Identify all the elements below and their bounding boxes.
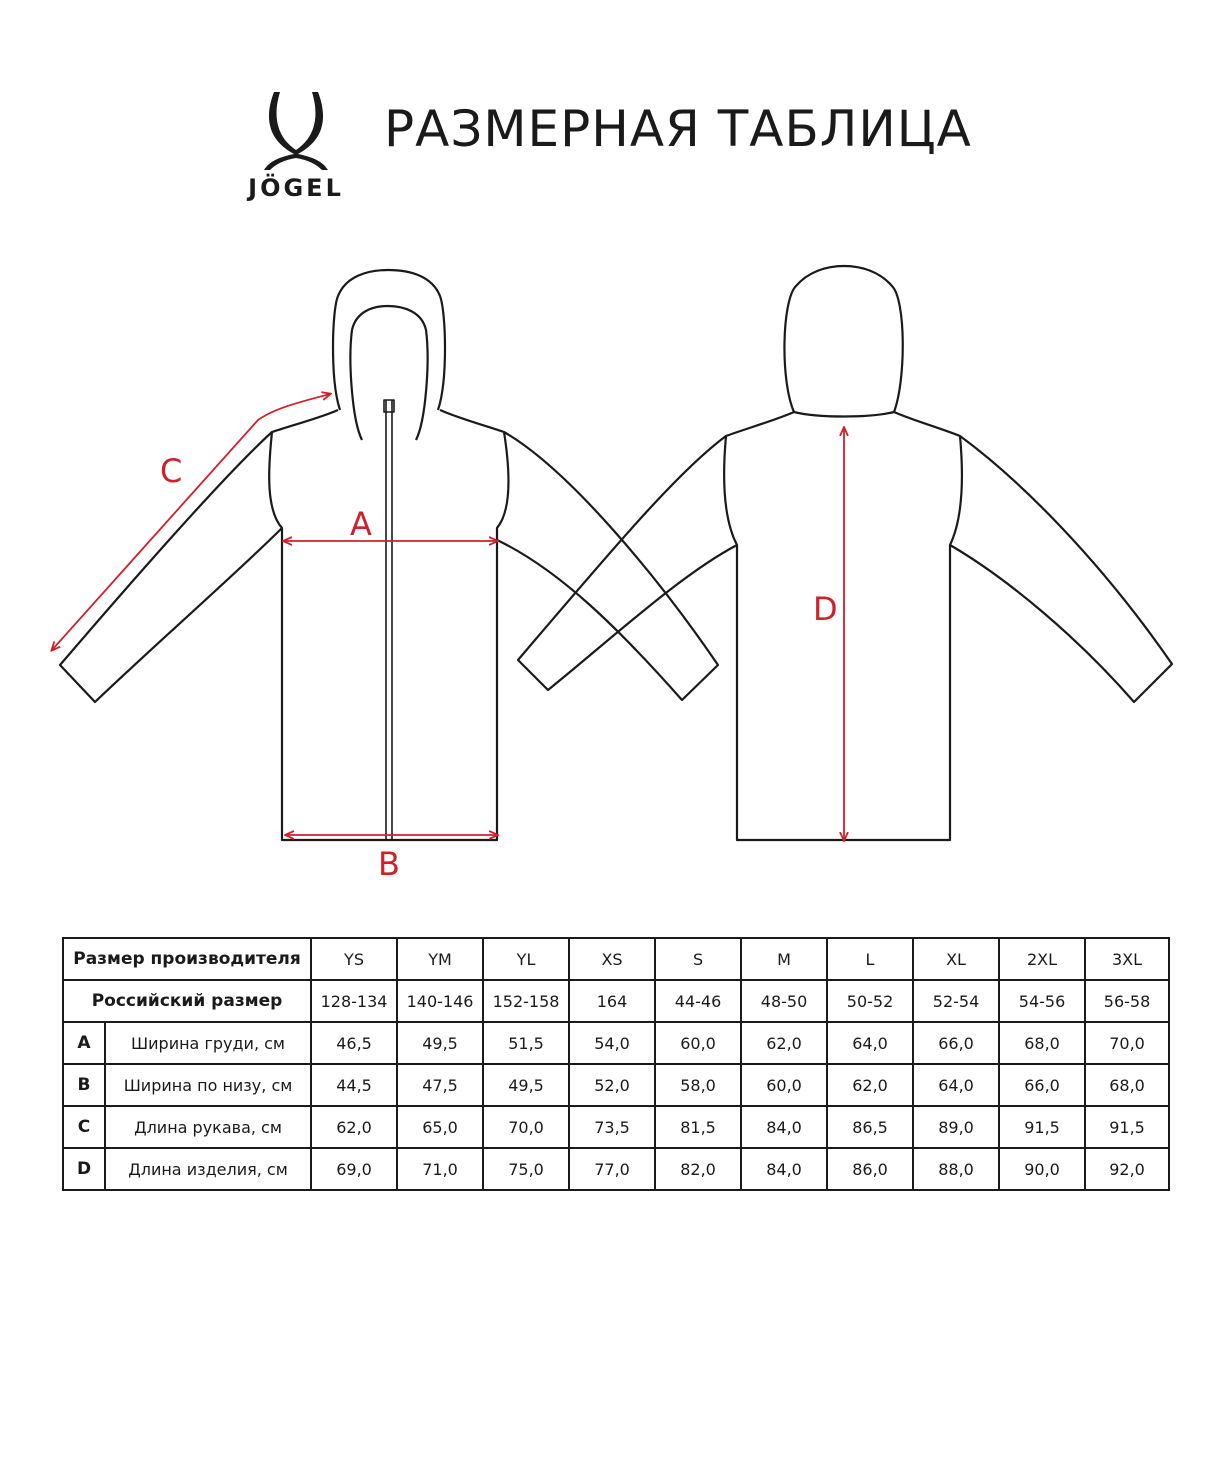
jacket-front [60,270,718,840]
russian-size-cell: 52-54 [913,980,999,1022]
row-letter: D [63,1148,105,1190]
value-cell: 71,0 [397,1148,483,1190]
value-cell: 86,5 [827,1106,913,1148]
value-cell: 86,0 [827,1148,913,1190]
header-row-manufacturer [63,938,1169,980]
value-cell: 84,0 [741,1106,827,1148]
table-row [63,1022,1169,1064]
manufacturer-size-cell: YS [311,938,397,980]
value-cell: 91,5 [1085,1106,1169,1148]
value-cell: 73,5 [569,1106,655,1148]
value-cell: 75,0 [483,1148,569,1190]
russian-size-cell: 48-50 [741,980,827,1022]
manufacturer-size-cell: XL [913,938,999,980]
page-title: РАЗМЕРНАЯ ТАБЛИЦА [384,100,972,158]
manufacturer-size-cell: 3XL [1085,938,1169,980]
header-russian-label: Российский размер [63,980,311,1022]
value-cell: 65,0 [397,1106,483,1148]
value-cell: 90,0 [999,1148,1085,1190]
russian-size-cell: 44-46 [655,980,741,1022]
row-letter: A [63,1022,105,1064]
size-table [62,937,1170,1191]
table-row [63,1064,1169,1106]
value-cell: 66,0 [913,1022,999,1064]
manufacturer-size-cell: L [827,938,913,980]
manufacturer-size-cell: YM [397,938,483,980]
value-cell: 49,5 [483,1064,569,1106]
header-manufacturer-label: Размер производителя [63,938,311,980]
value-cell: 92,0 [1085,1148,1169,1190]
value-cell: 60,0 [741,1064,827,1106]
row-label: Ширина по низу, см [105,1064,311,1106]
brand-logo [234,88,358,208]
value-cell: 47,5 [397,1064,483,1106]
russian-size-cell: 56-58 [1085,980,1169,1022]
row-label: Ширина груди, см [105,1022,311,1064]
value-cell: 44,5 [311,1064,397,1106]
value-cell: 54,0 [569,1022,655,1064]
row-label: Длина изделия, см [105,1148,311,1190]
manufacturer-size-cell: YL [483,938,569,980]
russian-size-cell: 128-134 [311,980,397,1022]
brand-logo-mark [234,88,358,170]
label-a: A [350,505,372,543]
row-letter: C [63,1106,105,1148]
value-cell: 62,0 [827,1064,913,1106]
russian-size-cell: 152-158 [483,980,569,1022]
row-label: Длина рукава, см [105,1106,311,1148]
manufacturer-size-cell: M [741,938,827,980]
value-cell: 66,0 [999,1064,1085,1106]
russian-size-cell: 164 [569,980,655,1022]
value-cell: 88,0 [913,1148,999,1190]
value-cell: 62,0 [311,1106,397,1148]
value-cell: 69,0 [311,1148,397,1190]
jacket-diagram [0,240,1230,900]
value-cell: 46,5 [311,1022,397,1064]
manufacturer-size-cell: 2XL [999,938,1085,980]
table-row [63,1148,1169,1190]
value-cell: 49,5 [397,1022,483,1064]
value-cell: 84,0 [741,1148,827,1190]
table-row [63,1106,1169,1148]
label-b: B [378,845,400,883]
label-c: C [160,452,183,490]
jacket-back [518,266,1172,840]
value-cell: 82,0 [655,1148,741,1190]
value-cell: 81,5 [655,1106,741,1148]
russian-size-cell: 50-52 [827,980,913,1022]
manufacturer-size-cell: S [655,938,741,980]
russian-size-cell: 140-146 [397,980,483,1022]
value-cell: 64,0 [827,1022,913,1064]
value-cell: 64,0 [913,1064,999,1106]
value-cell: 89,0 [913,1106,999,1148]
manufacturer-size-cell: XS [569,938,655,980]
value-cell: 52,0 [569,1064,655,1106]
russian-size-cell: 54-56 [999,980,1085,1022]
value-cell: 68,0 [999,1022,1085,1064]
value-cell: 70,0 [1085,1022,1169,1064]
value-cell: 51,5 [483,1022,569,1064]
row-letter: B [63,1064,105,1106]
value-cell: 91,5 [999,1106,1085,1148]
value-cell: 58,0 [655,1064,741,1106]
value-cell: 77,0 [569,1148,655,1190]
value-cell: 68,0 [1085,1064,1169,1106]
brand-name: JÖGEL [248,174,344,202]
value-cell: 70,0 [483,1106,569,1148]
measure-line-c [52,394,330,650]
value-cell: 62,0 [741,1022,827,1064]
value-cell: 60,0 [655,1022,741,1064]
header-row-russian [63,980,1169,1022]
label-d: D [813,590,838,628]
